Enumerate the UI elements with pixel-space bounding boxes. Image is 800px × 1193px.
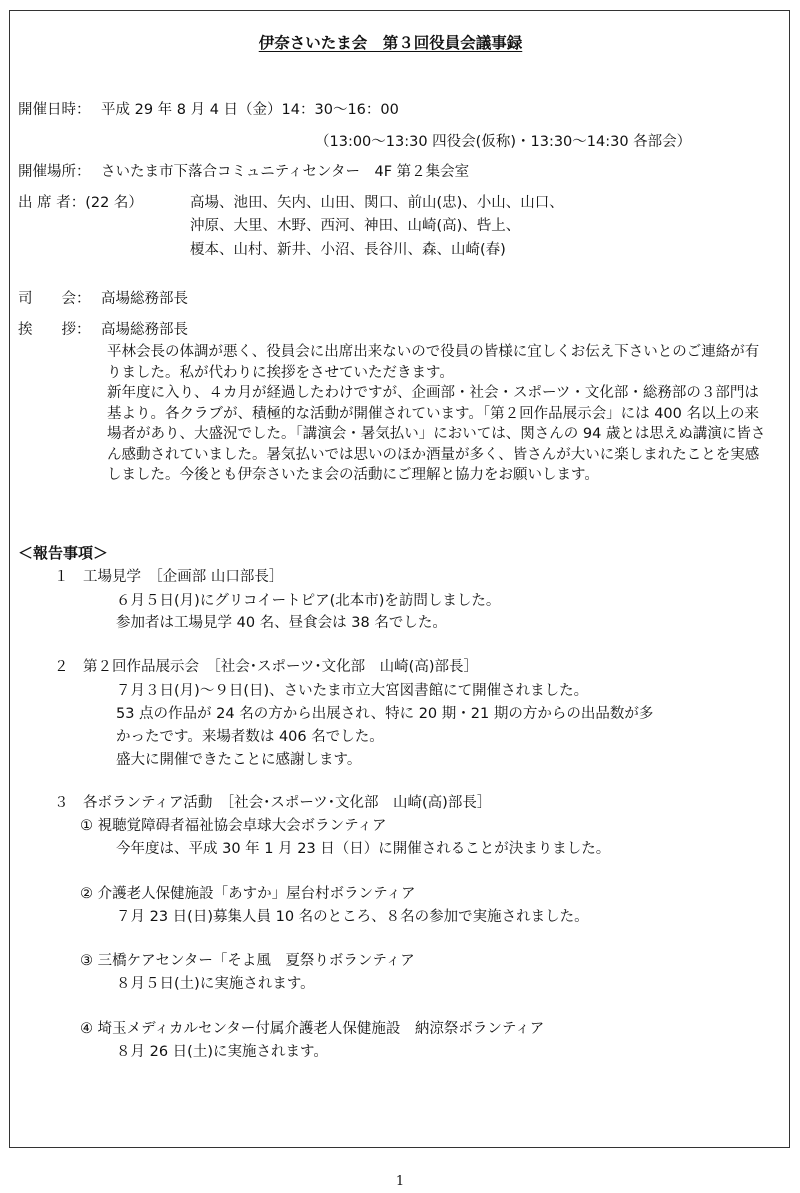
attendees-line-2: 沖原、大里、木野、西河、神田、山崎(高)、呰上、: [190, 218, 521, 234]
report-item-3-title: ３ 各ボランティア活動 ［社会･スポーツ･文化部 山崎(高)部長］: [54, 795, 492, 811]
meeting-date-label: 開催日時：: [18, 102, 91, 118]
volunteer-2-title: ② 介護老人保健施設「あすか」屋台村ボランティア: [80, 886, 416, 902]
volunteer-1-title: ① 視聴覚障碍者福祉協会卓球大会ボランティア: [80, 818, 387, 834]
chair-label: 司 会：: [18, 291, 91, 307]
volunteer-2-line: ７月 23 日(日)募集人員 10 名のところ、８名の参加で実施されました。: [116, 909, 589, 925]
volunteer-1-line: 今年度は、平成 30 年 1 月 23 日（日）に開催されることが決まりました。: [116, 841, 611, 857]
greeting-value: 高場総務部長: [101, 322, 188, 338]
greeting-paragraph-2: 新年度に入り、４カ月が経過したわけですが、企画部・社会・スポーツ・文化部・総務部の３部門は基より。各クラブが、積極的な活動が開催されています。「第２回作品展示会」には 400 名以上の来場者があり、大盛況でした。「講演会・暑気払い」においては、関さんの 94 歳とは思えぬ講演に皆さん感動されていました。暑気払いでは思いのほか酒量が多く、皆さんが大いに楽しまれたことを実感しました。今後とも伊奈さいたま会の活動にご理解と協力をお願いします。: [107, 385, 766, 483]
report-item-2-title: ２ 第２回作品展示会 ［社会･スポーツ･文化部 山崎(高)部長］: [54, 659, 478, 675]
greeting-paragraph-1: 平林会長の体調が悪く、役員会に出席出来ないので役員の皆様に宜しくお伝え下さいとのご連絡が有りました。私が代わりに挨拶をさせていただきます。: [107, 344, 760, 381]
greeting-label: 挨 拶：: [18, 322, 91, 338]
report-item-2-line-4: 盛大に開催できたことに感謝します。: [116, 752, 362, 768]
report-item-1-line-1: ６月５日(月)にグリコイートピア(北本市)を訪問しました。: [116, 593, 501, 609]
report-item-1-line-2: 参加者は工場見学 40 名、昼食会は 38 名でした。: [116, 615, 447, 631]
report-heading: ＜報告事項＞: [18, 544, 109, 562]
meeting-date-value: 平成 29 年 8 月 4 日（金）14：30～16：00: [101, 102, 399, 118]
document-title: 伊奈さいたま会 第３回役員会議事録: [258, 34, 523, 52]
attendees-label: 出 席 者：(22 名）: [18, 195, 143, 211]
page-number: 1: [395, 1174, 405, 1189]
meeting-place-value: さいたま市下落合コミュニティセンター 4F 第２集会室: [101, 164, 470, 180]
attendees-line-3: 榎本、山村、新井、小沼、長谷川、森、山崎(春): [190, 242, 506, 258]
greeting-paragraph: [107, 342, 767, 486]
chair-value: 高場総務部長: [101, 291, 188, 307]
attendees-line-1: 高場、池田、矢内、山田、関口、前山(忠)、小山、山口、: [190, 195, 564, 211]
meeting-date-sub: （13:00～13:30 四役会(仮称)・13:30～14:30 各部会）: [315, 134, 692, 150]
volunteer-3-line: ８月５日(土)に実施されます。: [116, 976, 315, 992]
report-item-1-title: １ 工場見学 ［企画部 山口部長］: [54, 569, 284, 585]
volunteer-4-title: ④ 埼玉メディカルセンター付属介護老人保健施設 納涼祭ボランティア: [80, 1021, 545, 1037]
volunteer-3-title: ③ 三橋ケアセンター「そよ風 夏祭りボランティア: [80, 953, 415, 969]
report-item-2-line-3: かったです。来場者数は 406 名でした。: [116, 729, 384, 745]
report-item-2-line-2: 53 点の作品が 24 名の方から出展され、特に 20 期・21 期の方からの出品数が多: [116, 706, 654, 722]
meeting-place-label: 開催場所：: [18, 164, 91, 180]
volunteer-4-line: ８月 26 日(土)に実施されます。: [116, 1044, 328, 1060]
report-item-2-line-1: ７月３日(月)～９日(日)、さいたま市立大宮図書館にて開催されました。: [116, 683, 589, 699]
